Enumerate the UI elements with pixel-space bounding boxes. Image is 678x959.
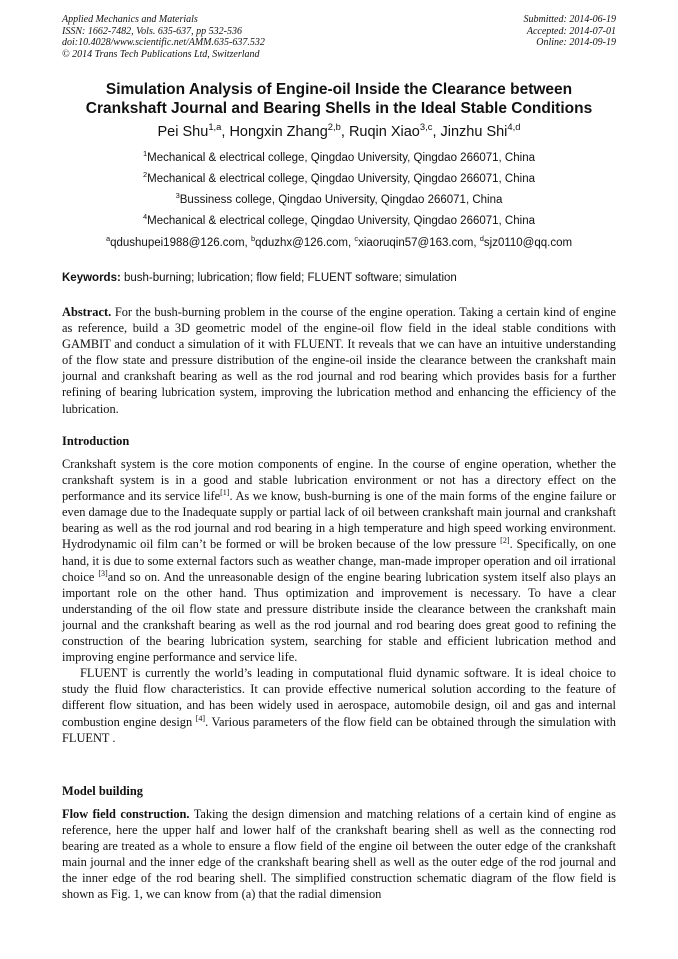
abstract-label: Abstract. (62, 305, 112, 319)
email-list: $^a$qdushupei1988@126.com, $^b$qduzhx@126.com, $^c$xiaoruqin57@163.com, $^d$sjz0110@qq.com (105, 234, 573, 249)
issn: ISSN: 1662-7482, Vols. 635-637, pp 532-536 (62, 25, 242, 37)
intro-paragraph-1: Crankshaft system is the core motion components of engine. In the course of engine operation, whether the crankshaft system is in a good and stable lubrication environment or not has a directory effect on the performance and its service life[1]. As we know, bush-burning is one of the main forms of the engine failure or even damage due to the Inadequate supply or partial lack of oil between crankshaft main journal and crankshaft bearing as well as the rod journal and rod bearing in a high temperature and high speed working environment. Hydrodynamic oil film can’t be formed or will be broken because of the low pressure [2]. Specifically, on one hand, it is due to some external factors such as weather change, man-made improper operation and oil irrational choice [3]and so on. And the unreasonable design of the engine bearing lubrication system itself also plays an important role on the other hand. Thus optimization and improvement is necessary. To have a clear understanding of the oil flow state and pressure distribute inside the clearance between the crankshaft main journal and the crankshaft bearing as well as the rod journal and rod bearing does great good to refining the construction of the bearing lubrication system, searching for stable and efficient lubrication method and improving engine performance and service life. (62, 457, 616, 665)
keywords (62, 271, 622, 285)
online-date: Online: 2014-09-19 (536, 37, 616, 48)
author-sup: 1,a (208, 121, 222, 133)
title-line-2: Crankshaft Journal and Bearing Shells in the Ideal Stable Conditions (85, 100, 593, 117)
author-sup: 4,d (507, 121, 521, 133)
author-sup: 3,c (419, 121, 433, 133)
copyright: © 2014 Trans Tech Publications Ltd, Switzerland (62, 48, 260, 60)
abstract (62, 304, 616, 417)
affiliation: $^4$Mechanical & electrical college, Qingdao University, Qingdao 266071, China (143, 212, 535, 227)
citation: [3] (98, 568, 108, 578)
email: qdushupei1988@126.com (110, 237, 245, 249)
author-sup: 2,b (327, 121, 341, 133)
citation: [2] (500, 536, 510, 546)
submitted-date: Submitted: 2014-06-19 (523, 14, 616, 25)
email: xiaoruqin57@163.com (358, 237, 474, 249)
keywords-label: Keywords: (62, 272, 121, 284)
author-name: Pei Shu (157, 124, 209, 140)
section-heading-model-building: Model building (62, 784, 143, 798)
dates-info (524, 14, 617, 49)
paper-title (40, 80, 638, 118)
email: sjz0110@qq.com (483, 237, 573, 249)
accepted-date: Accepted: 2014-07-01 (526, 25, 616, 37)
journal-name: Applied Mechanics and Materials (62, 14, 198, 25)
doi: doi:10.4028/www.scientific.net/AMM.635-637.532 (62, 37, 265, 48)
section-heading-introduction: Introduction (62, 434, 130, 448)
author-name: Ruqin Xiao (348, 124, 420, 140)
introduction-body (62, 456, 616, 746)
author-name: Jinzhu Shi (440, 124, 508, 140)
citation: [1] (220, 488, 230, 498)
citation: [4] (195, 713, 206, 723)
journal-info (62, 14, 265, 60)
flow-field-text: Taking the design dimension and matching relations of a certain kind of engine as reference, here the upper half and lower half of the crankshaft bearing shell as well as the connecting rod bearing are treated as a whole to ensure a flow field of the engine oil between the outer edge of the crankshaft main journal and the inner edge of the crankshaft bearing shell as well as the outer edge of the rod journal and the inner edge of the rod bearing shell. The simplified construction schematic diagram of the flow field is shown as Fig. 1, we can know from (a) that the radial dimension (62, 807, 616, 902)
affiliation: $^1$Mechanical & electrical college, Qingdao University, Qingdao 266071, China (143, 149, 535, 164)
affiliation: $^2$Mechanical & electrical college, Qingdao University, Qingdao 266071, China (143, 170, 535, 185)
title-line-1: Simulation Analysis of Engine-oil Inside the Clearance between (105, 81, 573, 98)
email: qduzhx@126.com (255, 237, 348, 249)
author-name: Hongxin Zhang (229, 124, 328, 140)
author-list: Pei Shu$^{1,a}$, Hongxin Zhang$^{2,b}$, Ruqin Xiao$^{3,c}$, Jinzhu Shi$^{4,d}$ (157, 121, 521, 140)
flow-field-label: Flow field construction. (62, 807, 190, 821)
abstract-text: For the bush-burning problem in the course of the engine operation. Taking a certain kind of engine as reference, build a 3D geometric model of the engine-oil flow field in the ideal stable conditions with GAMBIT and conduct a simulation of it with FLUENT. It reveals that we can have an intuitive understanding of the flow state and pressure distribution of the engine-oil inside the clearance between the crankshaft main journal and crankshaft bearing as well as the rod journal and rod bearing which provides basis for a further refining of bearing lubrication system, improving the lubrication method and enhancing the efficiency of the lubrication. (62, 305, 616, 416)
intro-paragraph-2: FLUENT is currently the world’s leading in computational fluid dynamic software. It is ideal choice to study the fluid flow characteristics. It can provide effective numerical solution according to the feature of different flow situation, and has been widely used in aerospace, automobile design, oil and gas and internal combustion engine design [4]. Various parameters of the flow field can be obtained through the simulation with FLUENT . (62, 666, 616, 745)
keywords-text: bush-burning; lubrication; flow field; FLUENT software; simulation (124, 272, 457, 284)
model-building-body (62, 806, 616, 903)
affiliation: $^3$Bussiness college, Qingdao University, Qingdao 266071, China (175, 191, 503, 206)
